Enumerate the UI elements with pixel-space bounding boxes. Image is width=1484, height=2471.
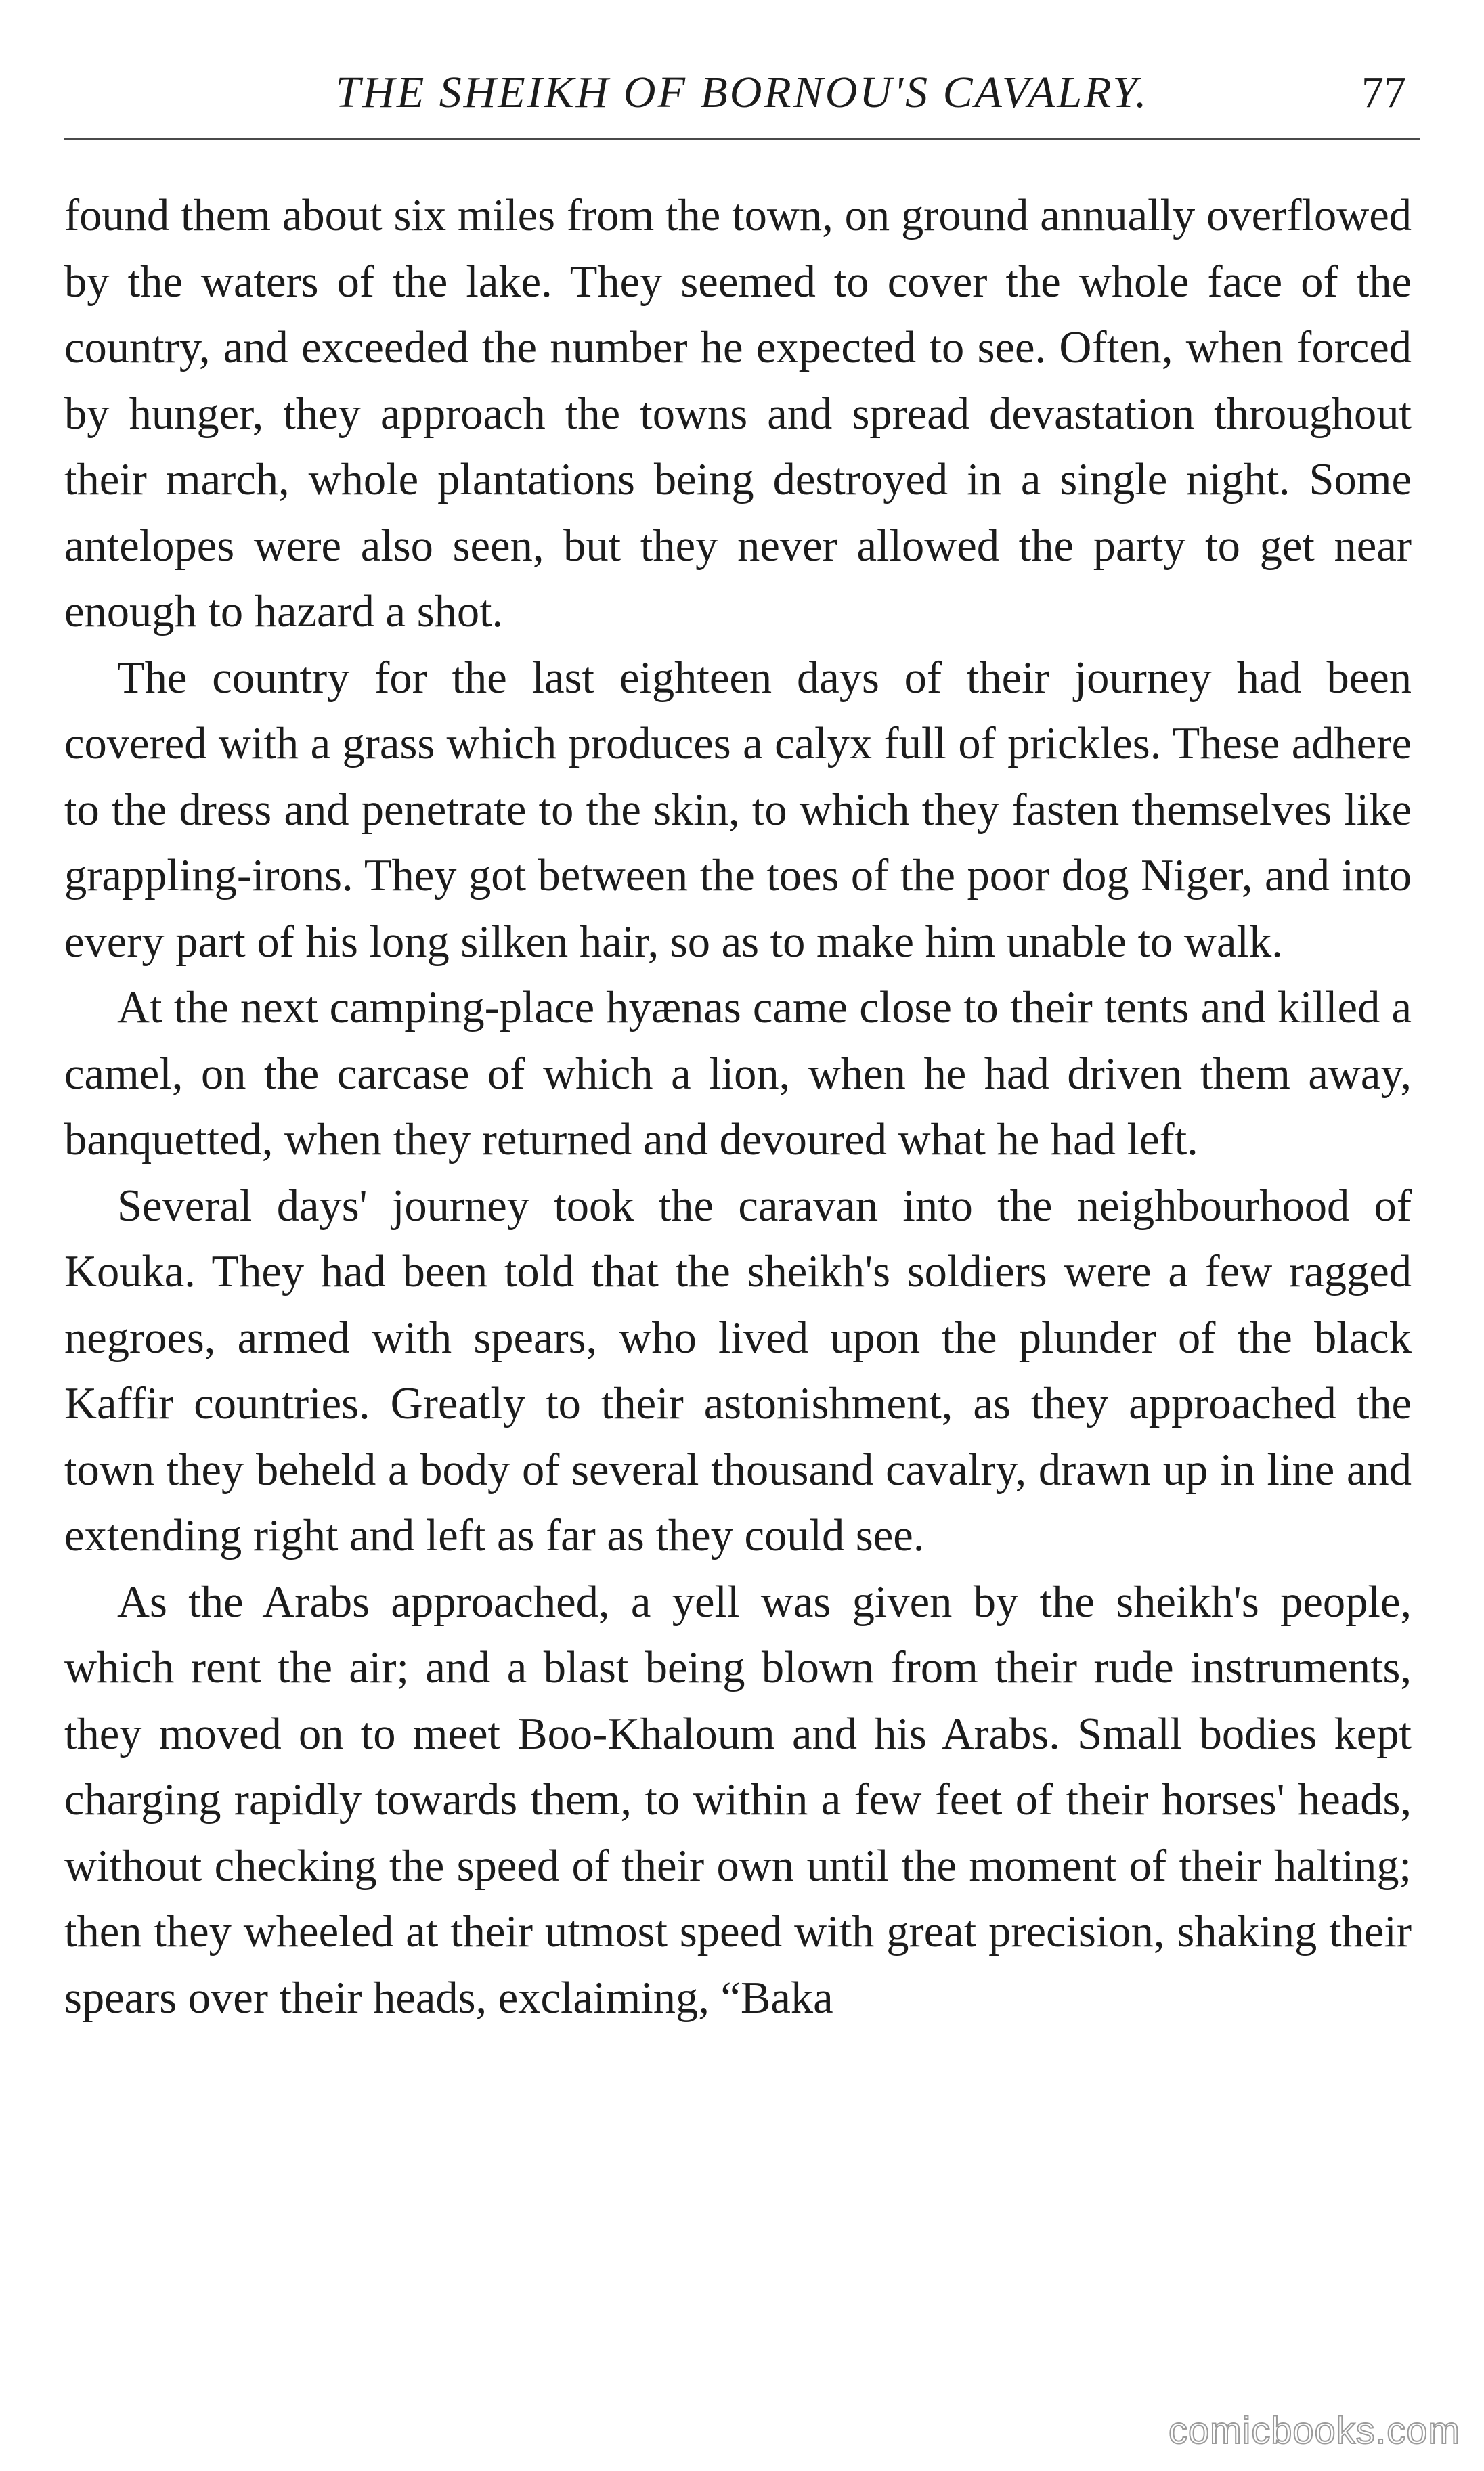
running-title: THE SHEIKH OF BORNOU'S CAVALRY.	[335, 68, 1149, 117]
page-number: 77	[1361, 68, 1406, 117]
paragraph-4: Several days' journey took the caravan into the neighbourhood of Kouka. They had been told that the sheikh's soldiers were a few ragged negroes, armed with spears, who lived upon the plunder of the black Kaffir countries. Greatly to their astonishment, as they approached the town they beheld a body of several thousand cavalry, drawn up in line and extending right and left as far as they could see.	[64, 1181, 1412, 1560]
paragraph-2: The country for the last eighteen days of their journey had been covered with a grass which produces a calyx full of prickles. These adhere to the dress and penetrate to the skin, to which they fasten themselves like grappling-irons. They got between the toes of the poor dog Niger, and into every part of his long silken hair, so as to make him unable to walk.	[64, 653, 1412, 967]
page-header	[64, 62, 1420, 144]
body-text	[64, 183, 1412, 2031]
paragraph-5: As the Arabs approached, a yell was given by the sheikh's people, which rent the air; and a blast being blown from their rude instruments, they moved on to meet Boo-Khaloum and his Arabs. Small bodies kept charging rapidly towards them, to within a few feet of their horses' heads, without checking the speed of their own until the moment of their halting; then they wheeled at their utmost speed with great precision, shaking their spears over their heads, exclaiming, “Baka	[64, 1577, 1412, 2023]
paragraph-1: found them about six miles from the town, on ground annually overflowed by the waters of the lake. They seemed to cover the whole face of the country, and exceeded the number he expected to see. Often, when forced by hunger, they approach the towns and spread devastation throughout their march, whole plantations being destroyed in a single night. Some antelopes were also seen, but they never allowed the party to get near enough to hazard a shot.	[64, 191, 1412, 636]
paragraph-3: At the next camping-place hyænas came close to their tents and killed a camel, on the carcase of which a lion, when he had driven them away, banquetted, when they returned and devoured what he had left.	[64, 983, 1412, 1164]
header-rule	[64, 138, 1420, 140]
watermark: comicbooks.com	[1168, 2409, 1460, 2451]
